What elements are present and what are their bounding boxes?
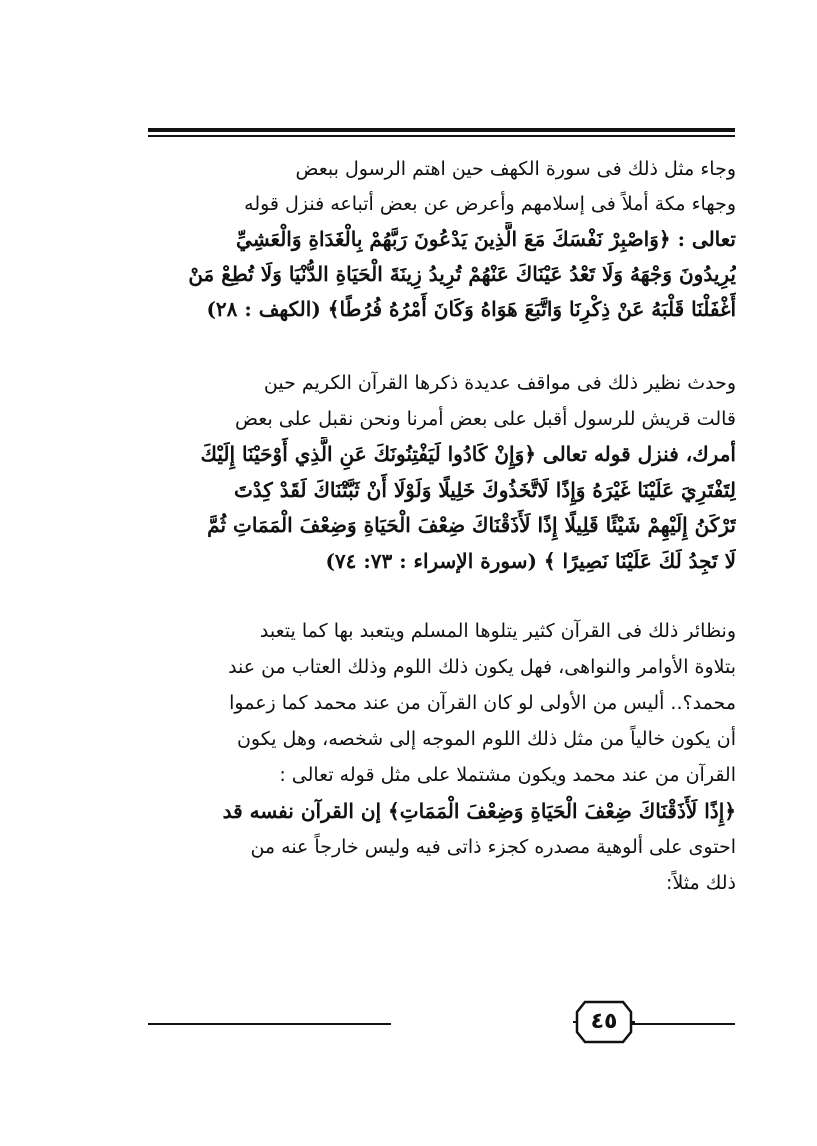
text-line: بتلاوة الأوامر والنواهى، فهل يكون ذلك اللوم وذلك العتاب من عند <box>228 656 736 678</box>
text-line: احتوى على ألوهية مصدره كجزء ذاتى فيه وليس خارجاً عنه من <box>250 836 736 858</box>
text-line: القرآن من عند محمد ويكون مشتملا على مثل قوله تعالى : <box>279 764 736 786</box>
text-line: وجاء مثل ذلك فى سورة الكهف حين اهتم الرسول ببعض <box>295 158 736 180</box>
text-line: وجهاء مكة أملاً فى إسلامهم وأعرض عن بعض أتباعه فنزل قوله <box>244 193 736 215</box>
footer-rule-left <box>148 1023 391 1025</box>
paragraph-1 <box>130 152 736 327</box>
page-number-ornament-icon <box>573 998 635 1046</box>
page-number: ٤٥ <box>590 1009 618 1034</box>
quran-verse-line: تَرْكَنُ إِلَيْهِمْ شَيْئًا قَلِيلًا إِذًا لَأَذَقْنَاكَ ضِعْفَ الْحَيَاةِ وَضِعْفَ الْمَمَاتِ ثُمَّ <box>207 513 736 537</box>
quran-verse-line: يُرِيدُونَ وَجْهَهُ وَلَا تَعْدُ عَيْنَاكَ عَنْهُمْ تُرِيدُ زِينَةَ الْحَيَاةِ الدُّنْيَا وَلَا تُطِعْ مَنْ <box>188 262 736 286</box>
text-line: ذلك مثلاً: <box>666 872 736 894</box>
text-line: ونظائر ذلك فى القرآن كثير يتلوها المسلم ويتعبد بها كما يتعبد <box>259 620 736 642</box>
text-line: قالت قريش للرسول أقبل على بعض أمرنا ونحن نقبل على بعض <box>235 407 736 430</box>
paragraph-2 <box>130 366 736 579</box>
header-rule-thick <box>148 128 735 132</box>
paragraph-3 <box>130 613 736 901</box>
quran-verse-line: أَغْفَلْنَا قَلْبَهُ عَنْ ذِكْرِنَا وَاتَّبَعَ هَوَاهُ وَكَانَ أَمْرُهُ فُرُطًا﴾ (الكهف : ٢٨) <box>206 297 736 321</box>
quran-verse-line: أمرك، فنزل قوله تعالى ﴿وَإِنْ كَادُوا لَيَفْتِنُونَكَ عَنِ الَّذِي أَوْحَيْنَا إِلَيْكَ <box>200 442 736 466</box>
quran-verse-line: ﴿إِذًا لَأَذَقْنَاكَ ضِعْفَ الْحَيَاةِ وَضِعْفَ الْمَمَاتِ﴾ إن القرآن نفسه قد <box>222 799 736 823</box>
quran-verse-line: لَا تَجِدُ لَكَ عَلَيْنَا نَصِيرًا ﴾ (سورة الإسراء : ٧٣: ٧٤) <box>325 548 736 573</box>
quran-verse-line: لِتَفْتَرِيَ عَلَيْنَا غَيْرَهُ وَإِذًا لَاتَّخَذُوكَ خَلِيلًا وَلَوْلَا أَنْ ثَبَّتْنَاكَ لَقَدْ كِدْتَ <box>233 477 736 502</box>
header-rule-thin <box>148 135 735 137</box>
text-line: محمد؟.. أليس من الأولى لو كان القرآن من عند محمد كما زعموا <box>229 692 736 714</box>
page-footer <box>148 1000 735 1044</box>
text-line: أن يكون خالياً من مثل ذلك اللوم الموجه إلى شخصه، وهل يكون <box>236 728 736 750</box>
text-line: وحدث نظير ذلك فى مواقف عديدة ذكرها القرآن الكريم حين <box>263 372 736 394</box>
quran-verse-line: تعالى : ﴿وَاصْبِرْ نَفْسَكَ مَعَ الَّذِينَ يَدْعُونَ رَبَّهُمْ بِالْغَدَاةِ وَالْعَشِيِّ <box>236 227 736 251</box>
